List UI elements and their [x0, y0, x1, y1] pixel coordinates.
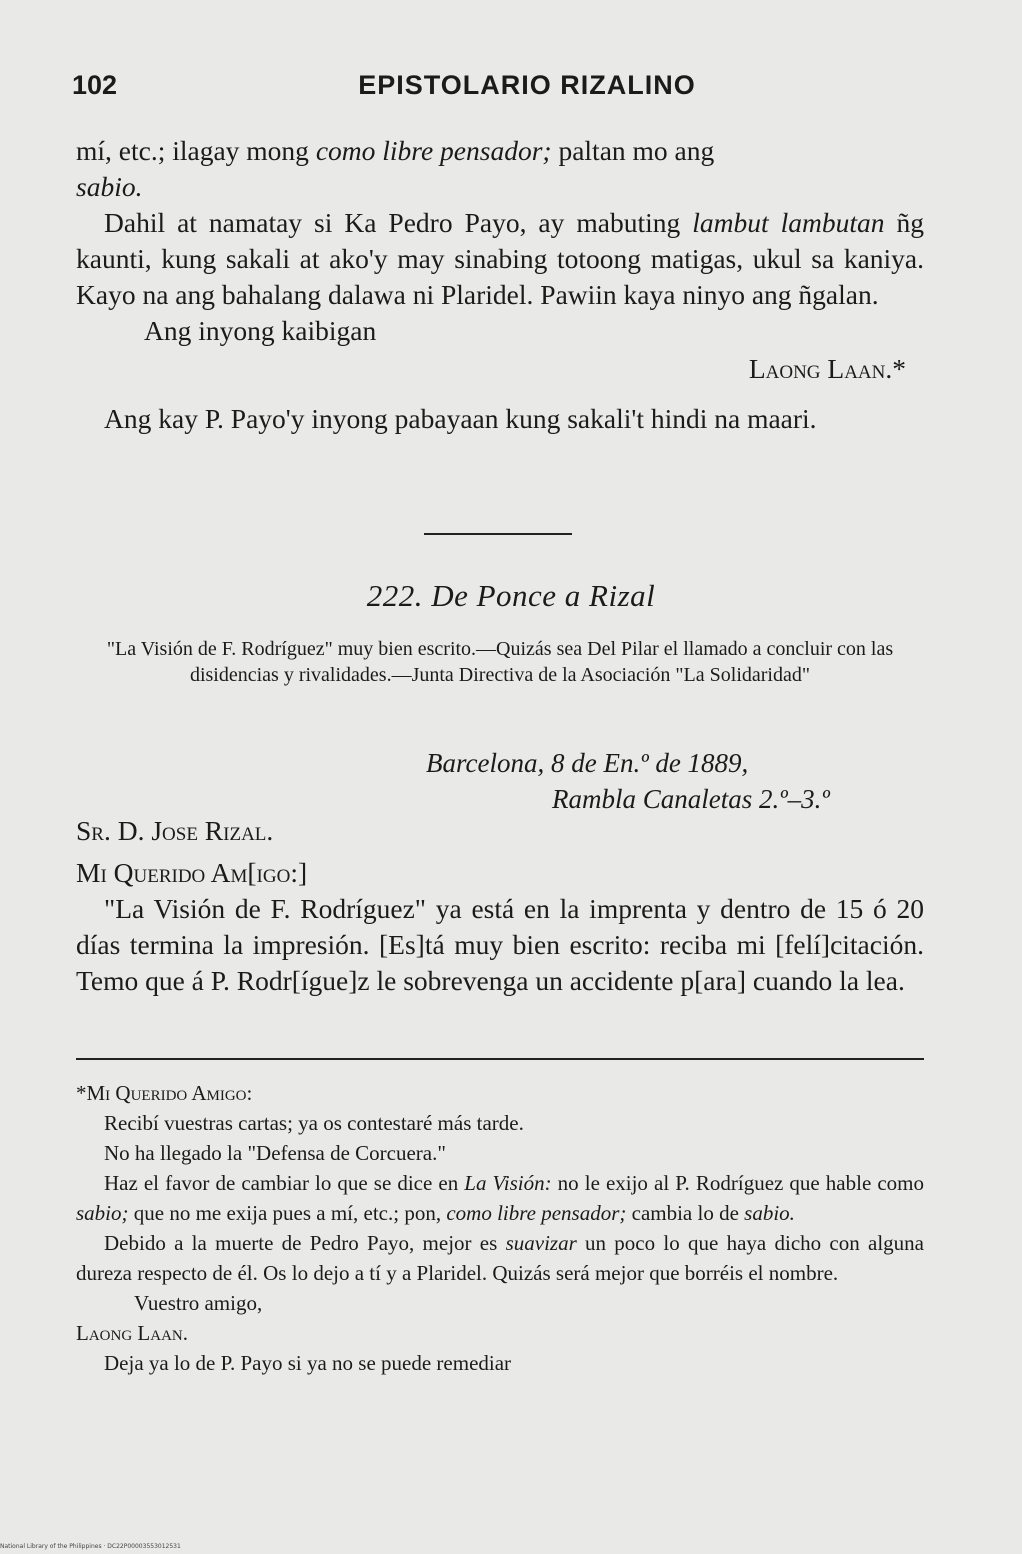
salutation: Mi Querido Am[igo:] [76, 857, 308, 888]
postscript: Ang kay P. Payo'y inyong pabayaan kung sakali't hindi na maari. [104, 403, 817, 434]
footnote-closing: Vuestro amigo, [134, 1291, 263, 1315]
page-header [72, 70, 922, 110]
footnote-postscript: Deja ya lo de P. Payo si ya no se puede remediar [104, 1351, 512, 1375]
footnote-paragraph: Debido a la muerte de Pedro Payo, mejor es suavizar un poco lo que haya dicho con alguna dureza respecto de él. Os lo dejo a tí y a Plaridel. Quizás será mejor que borréis el nombre. [76, 1231, 924, 1285]
closing: Ang inyong kaibigan [144, 315, 377, 346]
footnote-paragraph: Haz el favor de cambiar lo que se dice en La Visión: no le exijo al P. Rodríguez que hable como sabio; que no me exija pues a mí, etc.; pon, como libre pensador; cambia lo de sabio. [76, 1171, 924, 1225]
letter-body [76, 813, 924, 999]
paragraph: Dahil at namatay si Ka Pedro Payo, ay mabuting lambut lambutan ñg kaunti, kung sakali at ako'y may sinabing totoong matigas, ukul sa kaniya. Kayo na ang bahalang dalawa ni Plaridel. Pawiin kaya ninyo ang ñgalan. [76, 207, 925, 310]
scan-imprint: National Library of the Philippines · DC22P00003553012531 [0, 1543, 181, 1550]
footnote-divider [76, 1058, 924, 1060]
section-divider [424, 533, 572, 535]
footnote-paragraph: Recibí vuestras cartas; ya os contestaré más tarde. [104, 1111, 524, 1135]
footnote-paragraph: No ha llegado la "Defensa de Corcuera." [104, 1141, 446, 1165]
running-title: EPISTOLARIO RIZALINO [358, 70, 696, 100]
page-number: 102 [72, 70, 118, 100]
dateline [426, 745, 830, 817]
letter-summary: "La Visión de F. Rodríguez" muy bien escrito.—Quizás sea Del Pilar el llamado a concluir con las disidencias y rivalidades.—Junta Directiva de la Asociación "La Solidaridad" [106, 638, 894, 686]
addressee: Sr. D. Jose Rizal. [76, 815, 274, 846]
footnote-signature: Laong Laan. [76, 1321, 188, 1345]
letter-heading: 222. De Ponce a Rizal [366, 578, 656, 613]
date-line-2: Rambla Canaletas 2.º–3.º [552, 784, 830, 814]
footnote-salutation: *Mi Querido Amigo: [76, 1081, 253, 1105]
signature: Laong Laan.* [748, 353, 906, 384]
letter-continuation [76, 133, 924, 437]
date-line-1: Barcelona, 8 de En.º de 1889, [426, 748, 749, 778]
footnote [76, 1078, 924, 1378]
paragraph: "La Visión de F. Rodríguez" ya está en la imprenta y dentro de 15 ó 20 días termina la impresión. [Es]tá muy bien escrito: reciba mi [felí]citación. Temo que á P. Rodr[ígue]z le sobrevenga un accidente p[ara] cuando la lea. [76, 893, 924, 996]
paragraph: mí, etc.; ilagay mong como libre pensador; paltan mo ang sabio. [76, 135, 715, 202]
